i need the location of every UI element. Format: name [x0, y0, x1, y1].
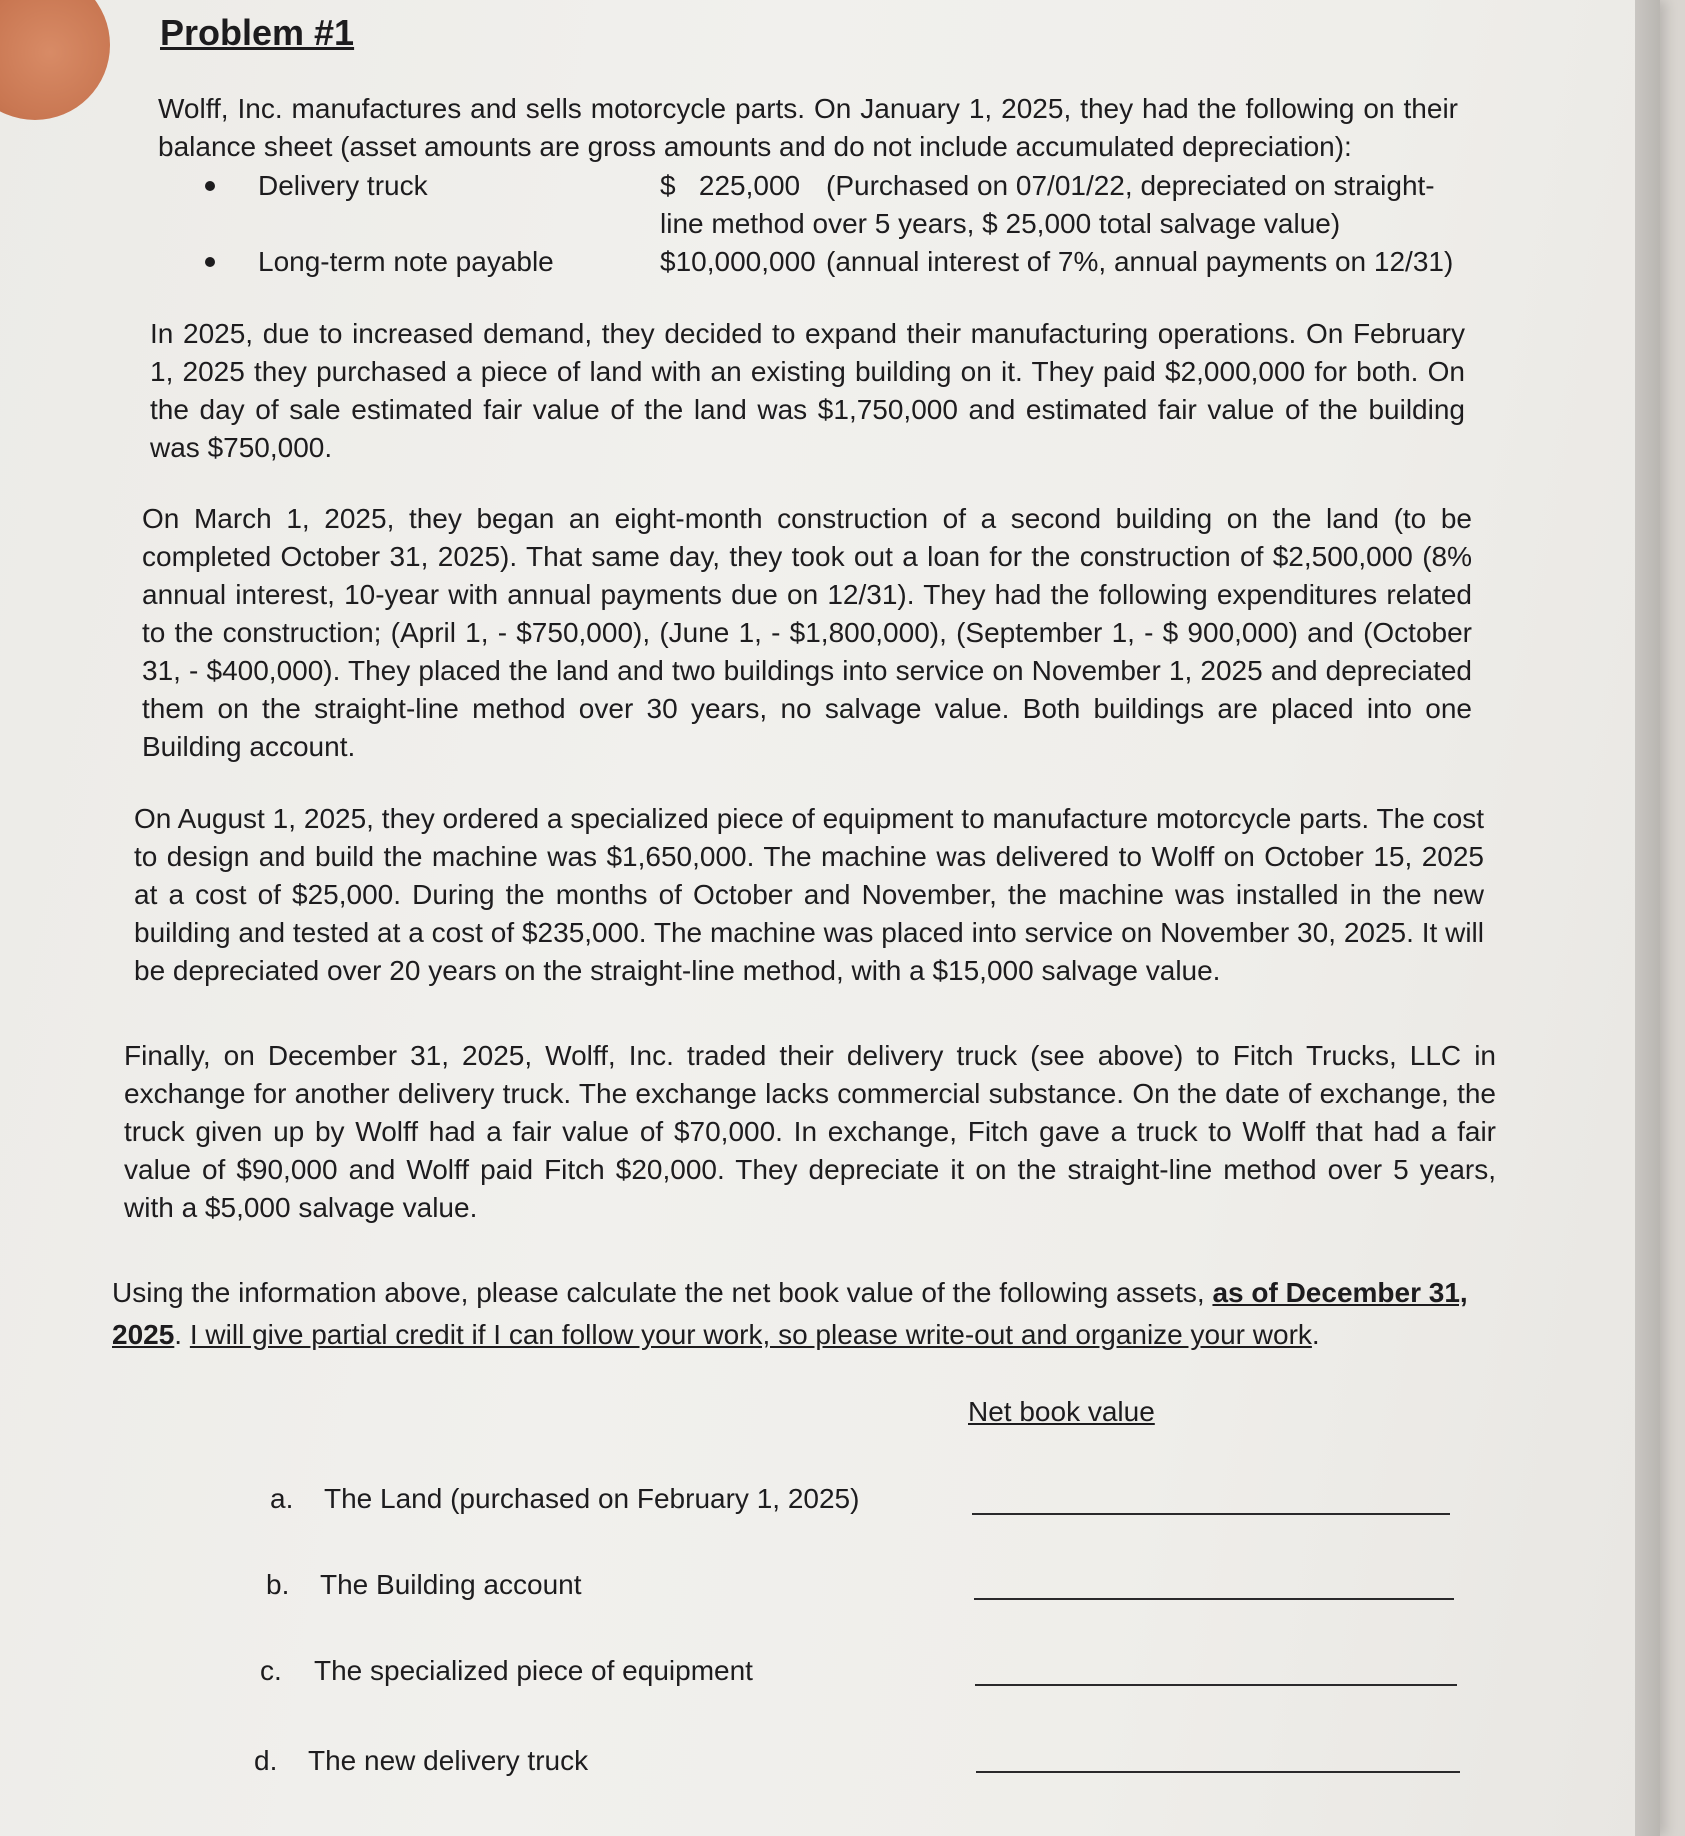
instructions-text: Using the information above, please calculate the net book value of the following assets,	[112, 1277, 1205, 1308]
question-c-text: The specialized piece of equipment	[314, 1655, 753, 1686]
question-d-text: The new delivery truck	[308, 1745, 589, 1776]
question-b-text: The Building account	[320, 1569, 582, 1600]
instructions-end: .	[1311, 1319, 1320, 1350]
intro-paragraph: Wolff, Inc. manufactures and sells motorcycle parts. On January 1, 2025, they had the following on their balance sheet (asset amounts are gross amounts and do not include accumulated depreciation):	[158, 93, 1458, 162]
instructions	[112, 1272, 1482, 1356]
instructions-date: as of December 31, 2025	[112, 1277, 1468, 1350]
question-a-text: The Land (purchased on February 1, 2025)	[324, 1483, 860, 1514]
page-edge	[1635, 0, 1660, 1836]
item-amount-note-payable: $10,000,000	[660, 246, 816, 277]
item-amount-delivery-truck: $ 225,000	[660, 170, 801, 201]
bullet-note-payable	[205, 257, 215, 267]
paragraph-land-purchase: In 2025, due to increased demand, they decided to expand their manufacturing operations. On February 1, 2025 they purchased a piece of land with an existing building on it. They paid $2,000,000 for both. On the day of sale estimated fair value of the land was $1,750,000 and estimated fair value of the building was $750,000.	[150, 318, 1465, 463]
item-label-delivery-truck: Delivery truck	[258, 170, 428, 201]
thumb	[0, 0, 110, 120]
question-a-letter: a.	[270, 1483, 294, 1514]
question-c-answer-line[interactable]	[975, 1684, 1457, 1686]
question-a-answer-line[interactable]	[972, 1513, 1450, 1515]
instructions-credit-note: I will give partial credit if I can follow your work, so please write-out and organize your work	[189, 1319, 1312, 1350]
question-c-letter: c.	[260, 1655, 282, 1686]
paragraph-truck-exchange: Finally, on December 31, 2025, Wolff, Inc. traded their delivery truck (see above) to Fitch Trucks, LLC in exchange for another delivery truck. The exchange lacks commercial substance. On the date of exchange, the truck given up by Wolff had a fair value of $70,000. In exchange, Fitch gave a truck to Wolff that had a fair value of $90,000 and Wolff paid Fitch $20,000. They depreciate it on the straight-line method over 5 years, with a $5,000 salvage value.	[124, 1040, 1496, 1223]
question-b-letter: b.	[266, 1569, 290, 1600]
paragraph-construction: On March 1, 2025, they began an eight-month construction of a second building on the land (to be completed October 31, 2025). That same day, they took out a loan for the construction of $2,500,000 (8% annual interest, 10-year with annual payments due on 12/31). They had the following expenditures related to the construction; (April 1, - $750,000), (June 1, - $1,800,000), (September 1, - $ 900,000) and (October 31, - $400,000). They placed the land and two buildings into service on November 1, 2025 and depreciated them on the straight-line method over 30 years, no salvage value. Both buildings are placed into one Building account.	[142, 503, 1472, 762]
question-b-answer-line[interactable]	[974, 1598, 1454, 1600]
item-note-delivery-truck-line1: (Purchased on 07/01/22, depreciated on straight-	[826, 170, 1435, 201]
question-d-answer-line[interactable]	[976, 1771, 1460, 1773]
problem-title: Problem #1	[160, 12, 355, 53]
question-d-letter: d.	[254, 1745, 278, 1776]
item-note-delivery-truck-line2: line method over 5 years, $ 25,000 total salvage value)	[660, 208, 1341, 239]
paragraph-equipment: On August 1, 2025, they ordered a specialized piece of equipment to manufacture motorcycle parts. The cost to design and build the machine was $1,650,000. The machine was delivered to Wolff on October 15, 2025 at a cost of $25,000. During the months of October and November, the machine was installed in the new building and tested at a cost of $235,000. The machine was placed into service on November 30, 2025. It will be depreciated over 20 years on the straight-line method, with a $15,000 salvage value.	[134, 803, 1484, 986]
instructions-period: .	[174, 1319, 183, 1350]
net-book-value-header: Net book value	[968, 1396, 1155, 1427]
item-note-note-payable: (annual interest of 7%, annual payments on 12/31)	[826, 246, 1454, 277]
item-label-note-payable: Long-term note payable	[258, 246, 554, 277]
bullet-delivery-truck	[205, 181, 215, 191]
